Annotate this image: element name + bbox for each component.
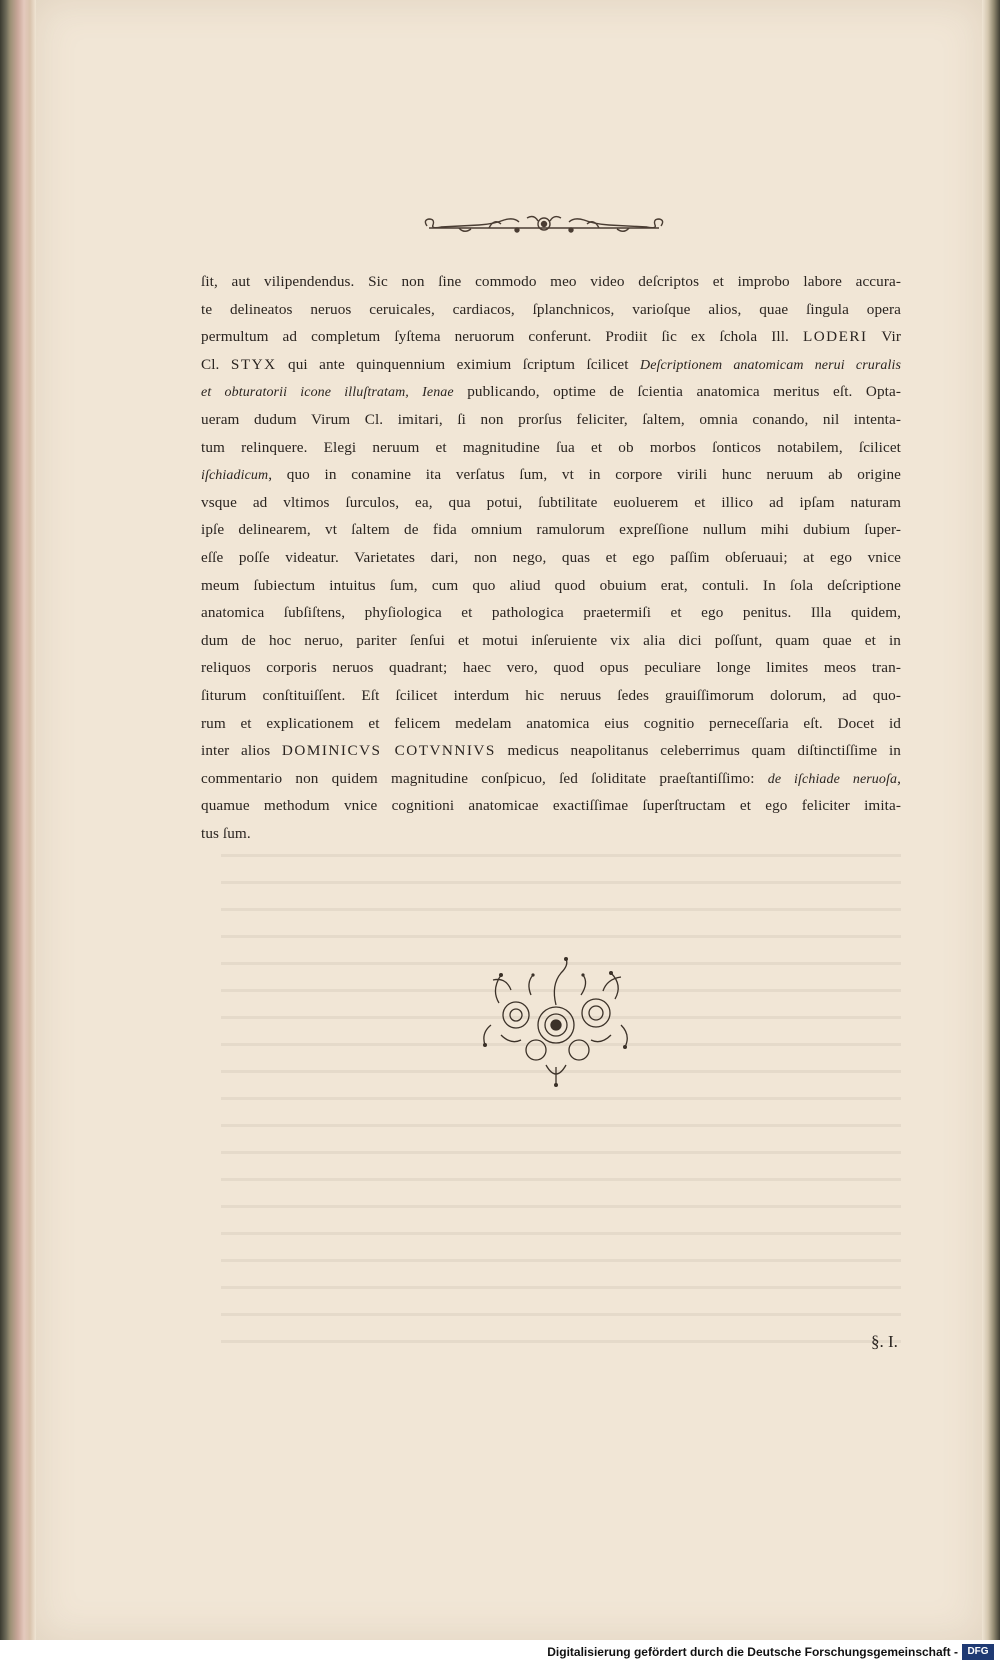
text-line	[201, 599, 901, 627]
text-run: ,	[897, 769, 901, 787]
text-line	[201, 461, 901, 489]
dfg-logo-icon: DFG	[962, 1644, 994, 1660]
text-run: tus ſum.	[201, 824, 251, 842]
text-run: ſiturum conſtituiſſent. Eſt ſcilicet interdum hic neruus ſedes grauiſſimorum dolorum, ad quo-	[201, 686, 901, 704]
italic-title: de iſchiade neruoſa	[767, 771, 898, 787]
text-line	[201, 682, 901, 710]
text-line	[201, 351, 901, 379]
italic-title: Deſcriptionem anatomicam nerui cruralis	[640, 357, 901, 373]
text-line	[201, 572, 901, 600]
text-run: meum ſubiectum intuitus ſum, cum quo aliud quod obuium erat, contuli. In ſola deſcriptione	[201, 576, 901, 594]
text-run: ſit, aut vilipendendus. Sic non ſine commodo meo video deſcriptos et improbo labore accura-	[201, 273, 901, 290]
text-line	[201, 792, 901, 820]
text-line	[201, 654, 901, 682]
book-spine	[982, 0, 1000, 1640]
text-line	[201, 544, 901, 572]
text-line	[201, 323, 901, 351]
italic-title: et obturatorii icone illuſtratam, Ienae	[201, 385, 454, 401]
text-run: , quo in conamine ita verſatus ſum, vt in corpore virili hunc neruum ab origine	[268, 466, 901, 484]
text-run: dum de hoc neruo, pariter ſenſui et motui inſeruiente vix alia dici poſſunt, quam quae et in	[201, 631, 901, 649]
text-line	[201, 268, 901, 296]
page	[36, 0, 982, 1640]
text-run: Cl.	[201, 355, 231, 373]
text-line	[201, 627, 901, 655]
text-run: inter alios	[201, 742, 282, 760]
text-run: rum et explicationem et felicem medelam anatomica eius cognitio perneceſſaria eſt. Docet id	[201, 714, 901, 732]
digitization-credit: Digitalisierung gefördert durch die Deutsche Forschungsgemeinschaft -	[547, 1645, 958, 1659]
text-line	[201, 406, 901, 434]
text-line	[201, 489, 901, 517]
text-run: commentario non quidem magnitudine conſpicuo, ſed ſoliditate praeſtantiſſimo:	[201, 769, 768, 787]
text-line	[201, 765, 901, 793]
text-run: te delineatos neruos ceruicales, cardiacos, ſplanchnicos, varioſque alios, quae ſingula opera	[201, 300, 901, 318]
text-run: reliquos corporis neruos quadrant; haec vero, quod opus peculiare longe limites meos tran-	[201, 659, 901, 677]
text-run: qui ante quinquennium eximium ſcriptum ſcilicet	[276, 355, 641, 373]
text-run: vsque ad vltimos ſurculos, ea, qua potui, ſubtilitate euoluerem et illico ad ipſam naturam	[201, 493, 901, 511]
text-run: publicando, optime de ſcientia anatomica meritus eſt. Opta-	[453, 383, 901, 401]
text-run: ipſe delinearem, vt ſaltem de fida omnium ramulorum expreſſione nullum mihi dubium ſuper-	[201, 521, 901, 539]
text-line	[201, 296, 901, 324]
small-caps-name: STYX	[230, 355, 277, 373]
text-run: medicus neapolitanus celeberrimus quam diſtinctiſſime in	[495, 742, 901, 760]
text-line	[201, 378, 901, 406]
text-run: Vir	[867, 328, 901, 346]
small-caps-name: LODERI	[802, 328, 868, 346]
text-run: anatomica ſubſiſtens, phyſiologica et pathologica praetermiſi et ego penitus. Illa quidem,	[201, 604, 901, 622]
italic-title: iſchiadicum	[201, 468, 269, 484]
text-run: permultum ad completum ſyſtema neruorum conferunt. Prodiit ſic ex ſchola Ill.	[201, 328, 803, 346]
text-line	[201, 434, 901, 462]
text-run: quamue methodum vnice cognitioni anatomicae exactiſſimae ſuperſtructam et ego feliciter imita-	[201, 797, 901, 815]
text-line	[201, 737, 901, 765]
floral-vignette-icon	[471, 955, 641, 1090]
body-text	[201, 268, 901, 847]
small-caps-name: DOMINICVS COTVNNIVS	[281, 742, 496, 760]
catchword: §. I.	[871, 1332, 898, 1351]
text-line	[201, 516, 901, 544]
text-run: ueram dudum Virum Cl. imitari, ſi non prorſus feliciter, ſaltem, omnia conando, nil intenta-	[201, 410, 901, 428]
text-line	[201, 710, 901, 738]
show-through-text	[221, 840, 901, 1360]
top-ornament-icon	[419, 210, 669, 238]
text-run: eſſe poſſe videatur. Varietates dari, non nego, quas et ego paſſim obſeruaui; at ego vnice	[201, 548, 901, 566]
text-run: tum relinquere. Elegi neruum et magnitudine ſua et ob morbos ſonticos notabilem, ſcilicet	[201, 438, 901, 456]
